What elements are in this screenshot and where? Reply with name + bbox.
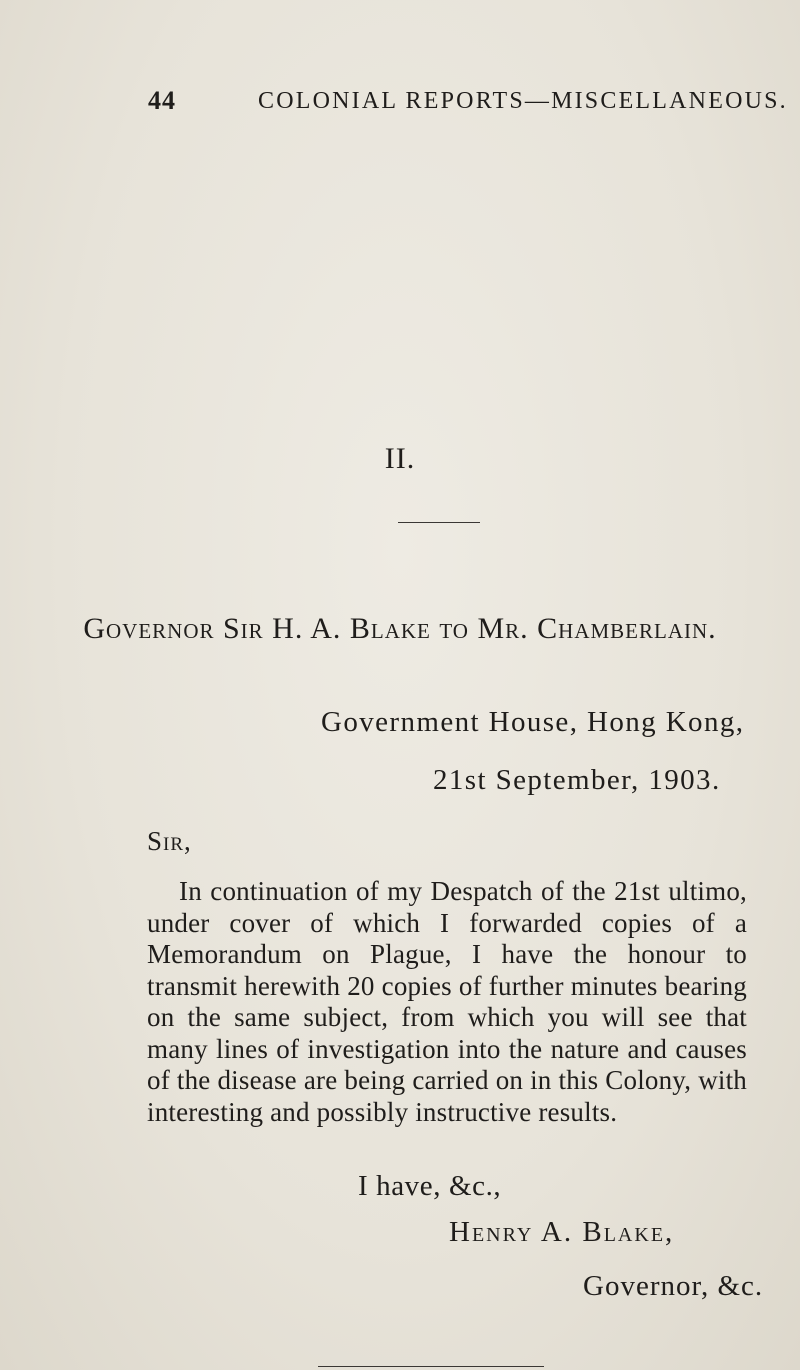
signatory-title: Governor, &c. — [583, 1270, 764, 1302]
letter-body-text: In continuation of my Despatch of the 21st ultimo, under cover of which I forwarded copies of a Memorandum on Plague, I have the honour to transmit herewith 20 copies of further minutes bearing on the same subject, from which you will see that many lines of investigation into the nature and causes of the disease are being carried on in this Colony, with interesting and possibly instructive results. — [147, 876, 747, 1127]
heading-text: Governor Sir H. A. Blake to Mr. Chamberlain. — [83, 612, 717, 645]
running-head — [148, 86, 788, 126]
letter-address: Government House, Hong Kong, — [321, 706, 745, 738]
letter-salutation: Sir, — [147, 826, 192, 856]
page-number: 44 — [148, 86, 176, 115]
running-title: COLONIAL REPORTS—MISCELLANEOUS. — [258, 88, 788, 114]
letter-body — [147, 876, 747, 1128]
letter-closing: I have, &c., — [358, 1170, 502, 1202]
letter-date: 21st September, 1903. — [433, 764, 721, 796]
letter-signature: Henry A. Blake, — [449, 1216, 675, 1248]
section-divider — [398, 522, 480, 523]
closing-divider — [318, 1366, 544, 1367]
letter-heading — [0, 612, 800, 646]
section-number: II. — [384, 442, 416, 475]
